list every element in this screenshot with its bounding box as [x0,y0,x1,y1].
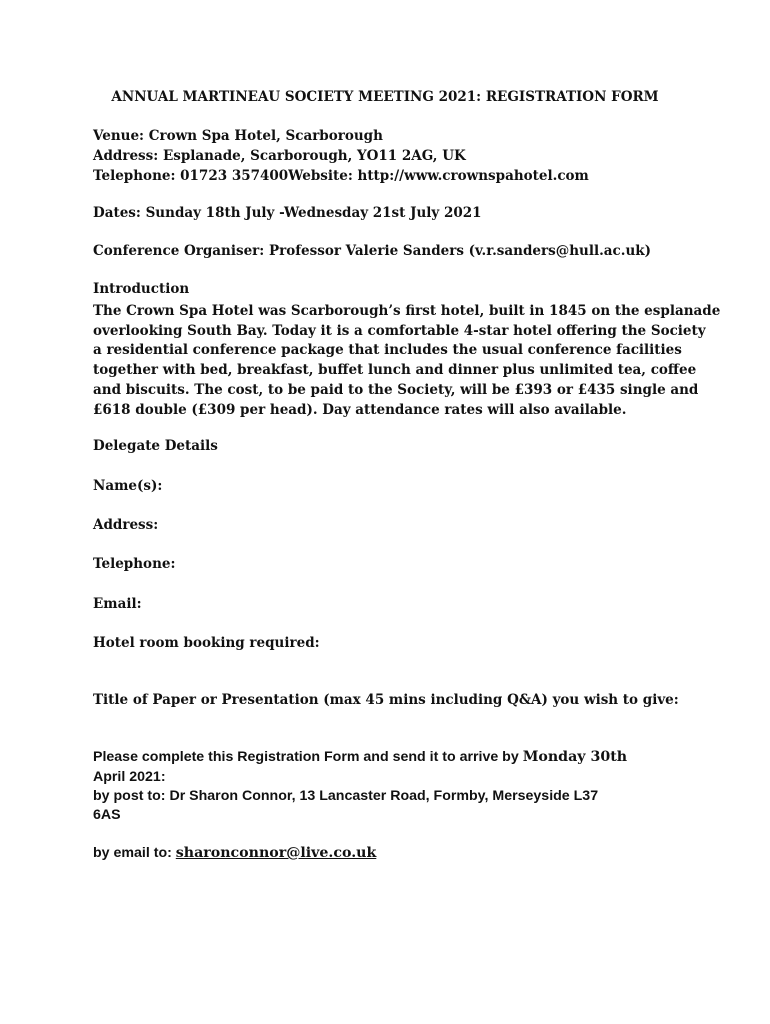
introduction-line: a residential conference package that includes the usual conference facilities [93,342,682,359]
telephone-field-label: Telephone: [93,556,176,572]
introduction-paragraph [93,302,721,420]
dates-line: Dates: Sunday 18th July -Wednesday 21st July 2021 [93,205,482,221]
submission-instruction [93,749,627,765]
email-submission-label: by email to: [93,845,176,861]
venue-line: Venue: Crown Spa Hotel, Scarborough [93,128,383,144]
submission-deadline: Monday 30th [522,749,628,765]
submission-deadline-line: April 2021: [93,769,166,785]
email-submission-line [93,845,376,861]
submission-instruction-text: Please complete this Registration Form and send it to arrive by [93,749,523,765]
telephone-website-line: Telephone: 01723 357400Website: http://www.crownspahotel.com [93,168,589,184]
address-field-label: Address: [93,517,159,533]
delegate-details-heading: Delegate Details [93,438,218,454]
organiser-line: Conference Organiser: Professor Valerie Sanders (v.r.sanders@hull.ac.uk) [93,243,652,259]
introduction-line: together with bed, breakfast, buffet lunch and dinner plus unlimited tea, coffee [93,362,697,379]
hotel-booking-field-label: Hotel room booking required: [93,635,320,651]
names-field-label: Name(s): [93,478,163,494]
post-address-line: by post to: Dr Sharon Connor, 13 Lancaster Road, Formby, Merseyside L37 [93,788,599,804]
introduction-line: The Crown Spa Hotel was Scarborough’s first hotel, built in 1845 on the esplanade [93,303,721,319]
email-link[interactable]: sharonconnor@live.co.uk [175,845,377,861]
introduction-line: £618 double (£309 per head). Day attendance rates will also available. [93,401,627,418]
introduction-heading: Introduction [93,281,190,297]
form-title: ANNUAL MARTINEAU SOCIETY MEETING 2021: REGISTRATION FORM [111,89,659,105]
introduction-line: and biscuits. The cost, to be paid to the Society, will be £393 or £435 single and [93,381,699,398]
introduction-line: overlooking South Bay. Today it is a comfortable 4-star hotel offering the Society [93,322,706,339]
paper-title-field-label: Title of Paper or Presentation (max 45 mins including Q&A) you wish to give: [93,692,679,708]
email-field-label: Email: [93,596,142,612]
address-line: Address: Esplanade, Scarborough, YO11 2AG, UK [93,148,466,164]
post-address-line-2: 6AS [93,807,121,823]
